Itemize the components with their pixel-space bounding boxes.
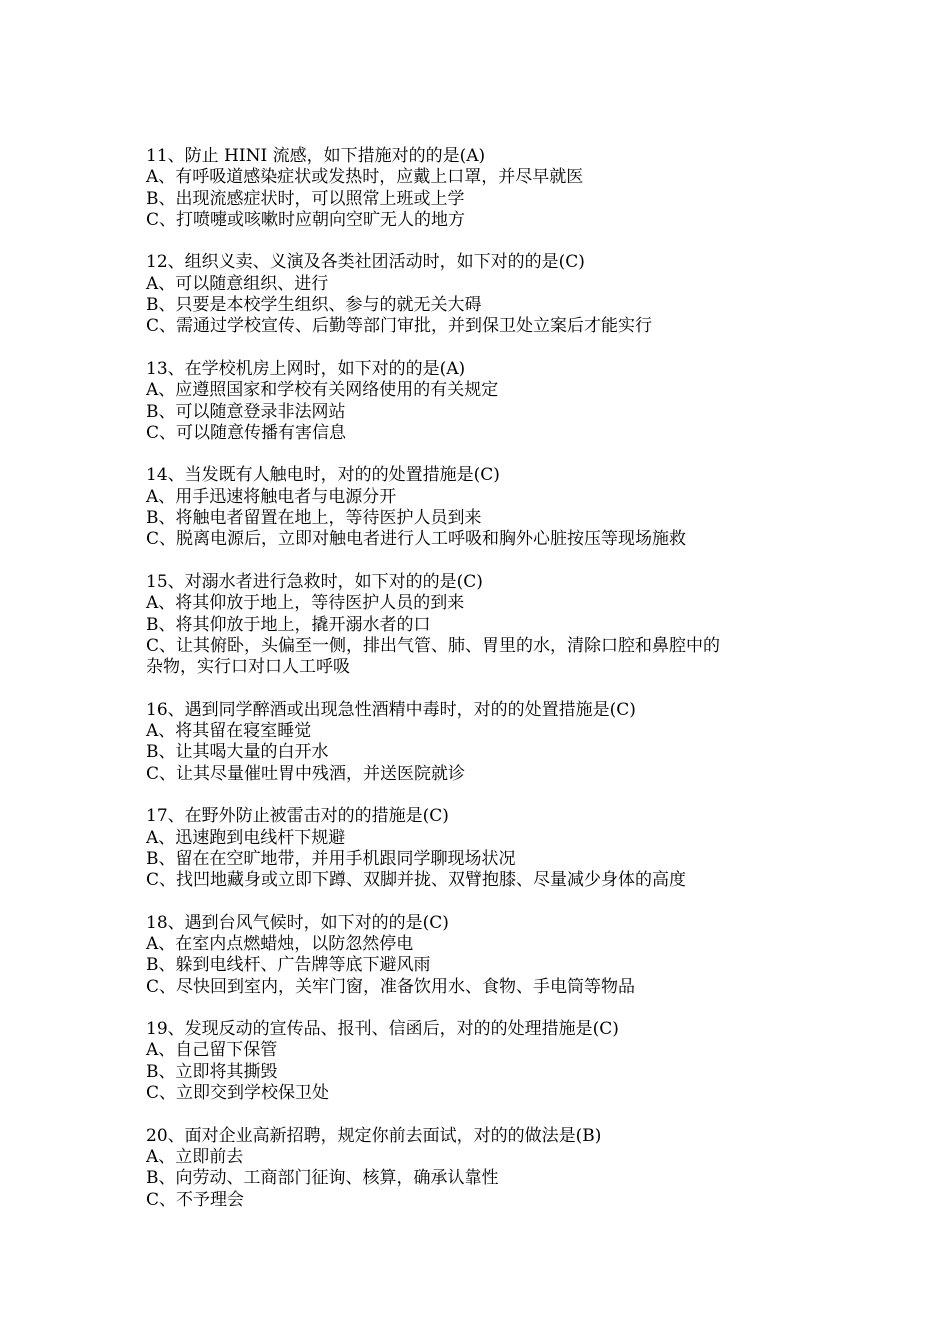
question-stem: 13、在学校机房上网时，如下对的的是(A) bbox=[146, 358, 466, 379]
question-block bbox=[146, 913, 846, 998]
question-option: B、让其喝大量的白开水 bbox=[146, 742, 329, 763]
question-stem: 17、在野外防止被雷击对的的措施是(C) bbox=[146, 806, 449, 827]
question-stem: 12、组织义卖、义演及各类社团活动时，如下对的的是(C) bbox=[146, 252, 585, 273]
question-option: B、出现流感症状时，可以照常上班或上学 bbox=[146, 188, 465, 209]
question-option: A、有呼吸道感染症状或发热时，应戴上口罩，并尽早就医 bbox=[146, 167, 584, 188]
question-option: A、自己留下保管 bbox=[146, 1040, 278, 1061]
question-option: C、脱离电源后，立即对触电者进行人工呼吸和胸外心脏按压等现场施救 bbox=[146, 529, 687, 550]
question-option: B、留在在空旷地带，并用手机跟同学聊现场状况 bbox=[146, 848, 516, 869]
question-option: C、需通过学校宣传、后勤等部门审批，并到保卫处立案后才能实行 bbox=[146, 316, 653, 337]
question-block bbox=[146, 146, 846, 231]
question-option: B、立即将其撕毁 bbox=[146, 1061, 278, 1082]
question-stem: 11、防止 HINI 流感，如下措施对的的是(A) bbox=[146, 146, 486, 166]
question-option: A、可以随意组织、进行 bbox=[146, 273, 329, 294]
question-stem: 14、当发既有人触电时，对的的处置措施是(C) bbox=[146, 465, 500, 486]
question-option: A、将其仰放于地上，等待医护人员的到来 bbox=[146, 593, 465, 614]
question-option: C、打喷嚏或咳嗽时应朝向空旷无人的地方 bbox=[146, 209, 466, 230]
question-option: B、向劳动、工商部门征询、核算，确承认靠性 bbox=[146, 1168, 499, 1189]
question-block bbox=[146, 1126, 846, 1211]
question-option: A、将其留在寝室睡觉 bbox=[146, 721, 312, 742]
question-option: A、用手迅速将触电者与电源分开 bbox=[146, 486, 397, 507]
question-option: C、可以随意传播有害信息 bbox=[146, 422, 347, 443]
question-option: C、让其尽量催吐胃中残酒，并送医院就诊 bbox=[146, 763, 466, 784]
question-block bbox=[146, 806, 846, 891]
question-option: C、立即交到学校保卫处 bbox=[146, 1083, 330, 1104]
question-stem: 16、遇到同学醉酒或出现急性酒精中毒时，对的的处置措施是(C) bbox=[146, 699, 636, 720]
question-stem: 18、遇到台风气候时，如下对的的是(C) bbox=[146, 912, 449, 933]
question-stem: 20、面对企业高新招聘，规定你前去面试，对的的做法是(B) bbox=[146, 1125, 602, 1146]
question-block bbox=[146, 1019, 846, 1104]
question-option: 杂物，实行口对口人工呼吸 bbox=[146, 657, 350, 678]
question-block bbox=[146, 572, 846, 678]
question-option: C、找凹地藏身或立即下蹲、双脚并拢、双臂抱膝、尽量减少身体的高度 bbox=[146, 870, 687, 891]
question-option: C、让其俯卧，头偏至一侧，排出气管、肺、胃里的水，清除口腔和鼻腔中的 bbox=[146, 635, 721, 656]
question-list bbox=[146, 146, 846, 1232]
question-block bbox=[146, 465, 846, 550]
question-stem: 15、对溺水者进行急救时，如下对的的是(C) bbox=[146, 571, 483, 592]
question-option: A、应遵照国家和学校有关网络使用的有关规定 bbox=[146, 380, 499, 401]
question-option: B、躲到电线杆、广告牌等底下避风雨 bbox=[146, 955, 431, 976]
question-option: B、可以随意登录非法网站 bbox=[146, 401, 346, 422]
question-block bbox=[146, 359, 846, 444]
question-stem: 19、发现反动的宣传品、报刊、信函后，对的的处理措施是(C) bbox=[146, 1019, 619, 1040]
question-block bbox=[146, 252, 846, 337]
question-option: B、将触电者留置在地上，等待医护人员到来 bbox=[146, 508, 482, 529]
question-option: A、迅速跑到电线杆下规避 bbox=[146, 827, 346, 848]
question-option: A、在室内点燃蜡烛，以防忽然停电 bbox=[146, 933, 414, 954]
question-option: C、不予理会 bbox=[146, 1189, 245, 1210]
question-option: C、尽快回到室内，关牢门窗，准备饮用水、食物、手电筒等物品 bbox=[146, 976, 636, 997]
question-block bbox=[146, 700, 846, 785]
question-option: A、立即前去 bbox=[146, 1146, 244, 1167]
question-option: B、只要是本校学生组织、参与的就无关大碍 bbox=[146, 295, 482, 316]
question-option: B、将其仰放于地上，撬开溺水者的口 bbox=[146, 614, 431, 635]
